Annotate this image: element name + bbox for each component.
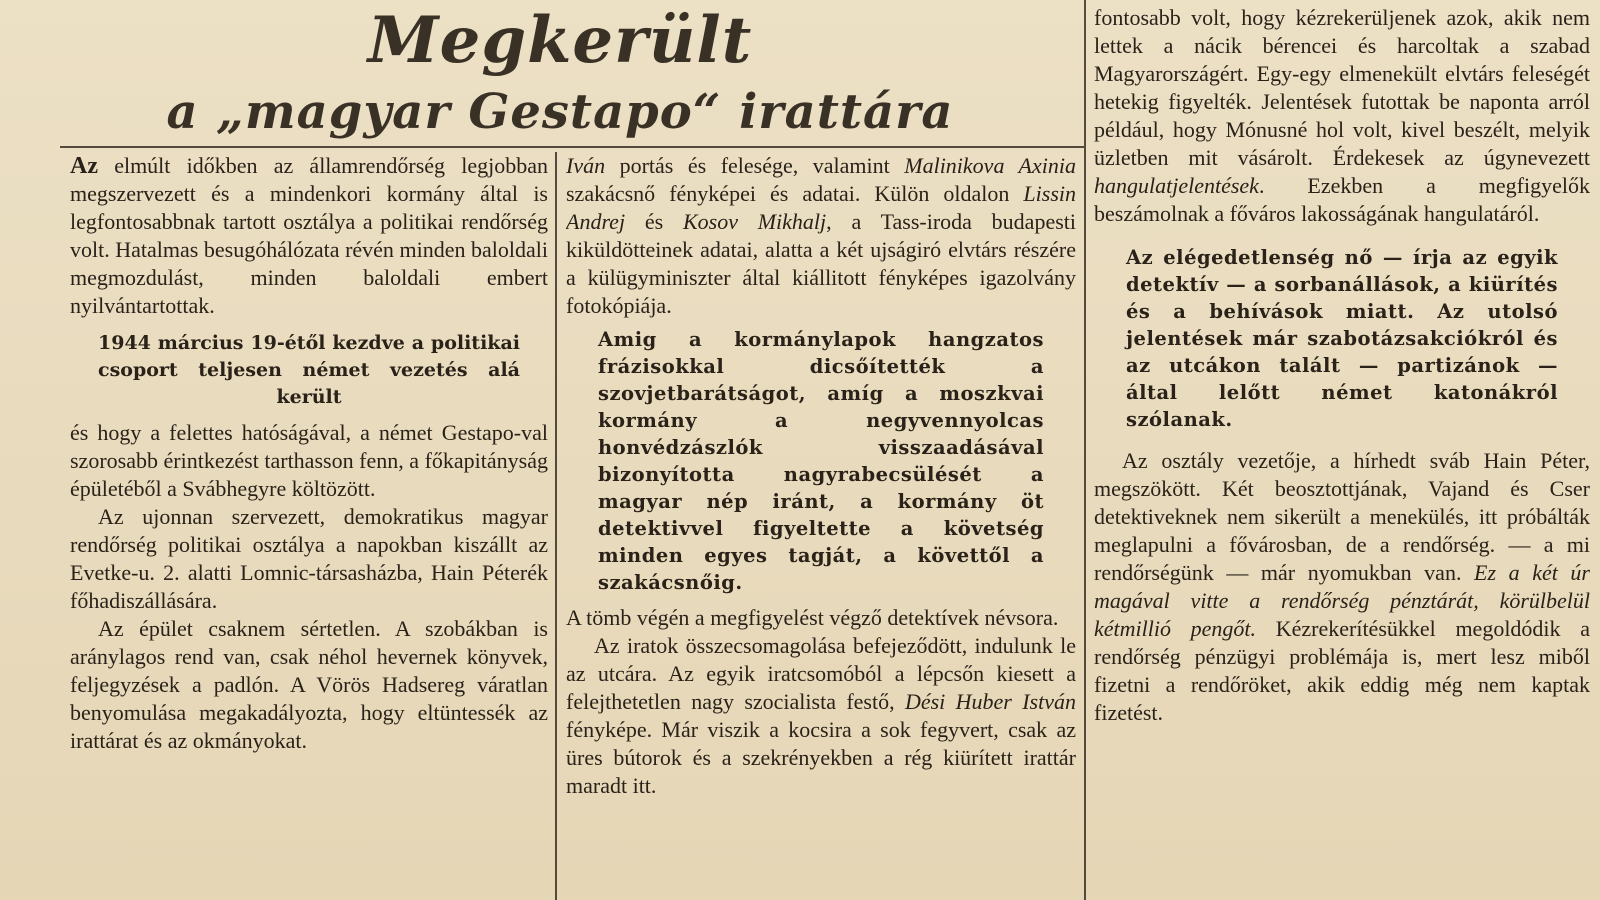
paragraph-text: szakácsnő fényképei és adatai. Külön oldalon (566, 181, 1024, 206)
paragraph (1094, 447, 1590, 727)
headline (60, 0, 1060, 142)
bold-callout: Az elégedetlenség nő — írja az egyik detektív — a sorbanállások, a kiürítés és a behívások miatt. Az utolsó jelentések már szabotázsakciókról és az utcákon talált — partizánok — által lelőtt német katonákról szólanak. (1126, 246, 1558, 431)
italic-term: hangulatjelentések (1094, 173, 1259, 198)
drop-cap: Az (70, 153, 98, 179)
paragraph (566, 152, 1076, 320)
paragraph-text: elmúlt időkben az államrendőrség legjobban megszervezett és a mindenkori kormány által is legfontosabbnak tartott osztálya a politikai rendőrség volt. Hatalmas besugóhálózata révén minden baloldali megmozdulást, minden baloldali embert nyilvántartottak. (70, 153, 548, 318)
headline-underline (60, 146, 1084, 148)
paragraph (70, 152, 548, 320)
paragraph-text: fényképe. Már viszik a kocsira a sok fegyvert, csak az üres bútorok és a szekrényekben a rég kiürített irattár maradt itt. (566, 717, 1076, 798)
paragraph: és hogy a felettes hatóságával, a német Gestapo-val szorosabb érintkezést tarthasson fenn, a főkapitányság épületéből a Svábhegyre költözött. (70, 420, 548, 501)
italic-emphasis: Ez a két úr magával vitte a rendőrség pénztárát, körülbelül kétmillió pengőt. (1094, 560, 1590, 641)
headline-line-1: Megkerült (367, 3, 753, 78)
paragraph (1094, 4, 1590, 228)
article-column-3 (1094, 4, 1590, 900)
person-name: Iván (566, 153, 606, 178)
person-name: Dési Huber István (904, 689, 1076, 714)
paragraph: A tömb végén a megfigyelést végző detektívek névsora. (566, 605, 1059, 630)
person-name: Lissin Andrej (566, 181, 1076, 234)
paragraph-text: Az iratok összecsomagolása befejeződött, indulunk le az utcára. Az egyik iratcsomóból a lépcsőn kiesett a felejthetetlen nagy szocialista festő, (566, 633, 1076, 714)
bold-callout: Amig a kormánylapok hangzatos frázisokkal dicsőítették a szovjetbarátságot, amíg a moszkvai kormány a negyvennyolcas honvédzászlók visszaadásával bizonyította nagyrabecsülését a magyar nép iránt, a kormány öt detektivvel figyeltette a követség minden egyes tagját, a követtől a szakácsnőig. (598, 328, 1044, 594)
column-divider-left (555, 152, 557, 900)
person-name: Kosov Mikhalj (682, 209, 827, 234)
paragraph-text: portás és felesége, valamint (605, 153, 905, 178)
article-column-1 (70, 152, 548, 900)
paragraph-text: Az osztály vezetője, a hírhedt sváb Hain Péter, megszökött. Két beosztottjának, Vajand és Cser detektiveknek nem sikerült a menekülés, itt próbálták meglapulni a fővárosban, de a rendőrség. — a mi rendőrségünk — már nyomukban van. (1094, 448, 1590, 585)
paragraph (566, 632, 1076, 800)
paragraph-text: Kézrekerítésükkel megoldódik a rendőrség pénzügyi problémája is, mert lesz miből fizetni a rendőröket, akik eddig még nem kaptak fizetést. (1094, 616, 1590, 725)
paragraph-text: , a Tass-iroda budapesti kiküldötteinek adatai, alatta a két ujságiró elvtárs részére a külügyminiszter által kiállitott fényképes igazolvány fotokópiája. (566, 209, 1076, 318)
column-divider-right (1084, 0, 1086, 900)
paragraph: Az ujonnan szervezett, demokratikus magyar rendőrség politikai osztálya a napokban kiszállt az Evetke-u. 2. alatti Lomnic-társasházba, Hain Péterék főhadiszállására. (70, 504, 548, 613)
paragraph-text: és (625, 209, 683, 234)
paragraph-text: fontosabb volt, hogy kézrekerüljenek azok, akik nem lettek a nácik bérencei és harcoltak a szabad Magyarországért. Egy-egy elmenekült elvtárs feleségét hetekig figyelték. Jelentések futottak be naponta arról például, hogy Mónusné hol volt, kivel beszélt, melyik üzletben mit vásárolt. Érdekesek az úgynevezett (1094, 5, 1590, 170)
person-name: Malinikova Axinia (904, 153, 1076, 178)
subheading: 1944 március 19-étől kezdve a politikai csoport teljesen német vezetés alá került (98, 332, 520, 408)
paragraph-text: . Ezekben a megfigyelők beszámolnak a főváros lakosságának hangulatáról. (1094, 173, 1590, 226)
article-column-2 (566, 152, 1076, 900)
headline-line-2: a „magyar Gestapo“ irattára (166, 84, 954, 140)
paragraph: Az épület csaknem sértetlen. A szobákban is aránylagos rend van, csak néhol hevernek könyvek, feljegyzések a padlón. A Vörös Hadsereg váratlan benyomulása megakadályozta, hogy eltüntessék az irattárat és az okmányokat. (70, 616, 548, 753)
